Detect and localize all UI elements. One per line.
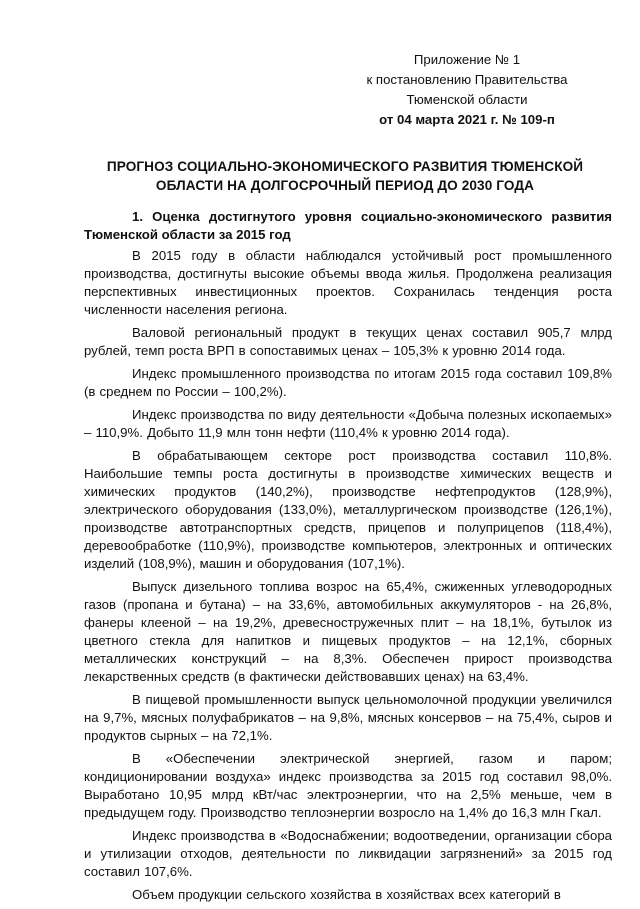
- document-body: [84, 208, 612, 909]
- paragraph: В «Обеспечении электрической энергией, газом и паром; кондиционировании воздуха» индекс производства за 2015 год составил 98,0%. Выработано 10,95 млрд кВт/час электроэнергии, что на 2,5% меньше, чем в предыдущем году. Производство теплоэнергии возросло на 1,4% до 16,3 млн Гкал.: [84, 751, 612, 820]
- paragraph: В пищевой промышленности выпуск цельномолочной продукции увеличился на 9,7%, мясных полуфабрикатов – на 9,8%, мясных консервов – на 75,4%, сыров и продуктов сырных – на 72,1%.: [84, 692, 612, 743]
- attachment-number: Приложение № 1: [413, 52, 521, 67]
- attachment-date: от 04 марта 2021 г. № 109-п: [379, 112, 555, 127]
- attachment-header: [352, 50, 582, 130]
- document-title-line: ОБЛАСТИ НА ДОЛГОСРОЧНЫЙ ПЕРИОД ДО 2030 ГОДА: [155, 178, 535, 193]
- paragraph: Индекс промышленного производства по итогам 2015 года составил 109,8% (в среднем по России – 100,2%).: [84, 366, 612, 399]
- paragraph: Индекс производства в «Водоснабжении; водоотведении, организации сбора и утилизации отходов, деятельности по ликвидации загрязнений» за 2015 год составил 107,6%.: [84, 828, 612, 879]
- section-heading: 1. Оценка достигнутого уровня социально-экономического развития Тюменской области за 2015 год: [84, 209, 612, 242]
- paragraph: В обрабатывающем секторе рост производства составил 110,8%. Наибольшие темпы роста достигнуты в производстве химических веществ и химических продуктов (140,2%), производстве нефтепродуктов (128,9%), электрического оборудования (133,0%), металлургическом производстве (126,1%), производстве автотранспортных средств, прицепов и полуприцепов (118,4%), деревообработке (110,9%), производстве компьютеров, электронных и оптических изделий (108,9%), машин и оборудования (107,1%).: [84, 448, 612, 571]
- paragraph: В 2015 году в области наблюдался устойчивый рост промышленного производства, достигнуты высокие объемы ввода жилья. Продолжена реализация перспективных инвестиционных проектов. Сохранилась тенденция роста численности населения региона.: [84, 248, 612, 317]
- attachment-reference: к постановлению Правительства: [366, 72, 568, 87]
- paragraph: Выпуск дизельного топлива возрос на 65,4%, сжиженных углеводородных газов (пропана и бутана) – на 33,6%, автомобильных аккумуляторов - на 26,8%, фанеры клееной – на 19,2%, древесностружечных плит – на 18,1%, бутылок из цветного стекла для напитков и пищевых продуктов – на 12,1%, сборных металлических конструкций – на 8,3%. Обеспечен прирост производства лекарственных средств (в фактически действовавших ценах) на 63,4%.: [84, 579, 612, 684]
- attachment-region: Тюменской области: [406, 92, 528, 107]
- document-title: [80, 157, 610, 195]
- paragraph: Валовой региональный продукт в текущих ценах составил 905,7 млрд рублей, темп роста ВРП в сопоставимых ценах – 105,3% к уровню 2014 года.: [84, 325, 612, 358]
- paragraph: Индекс производства по виду деятельности «Добыча полезных ископаемых» – 110,9%. Добыто 11,9 млн тонн нефти (110,4% к уровню 2014 года).: [84, 407, 612, 440]
- document-title-line: ПРОГНОЗ СОЦИАЛЬНО-ЭКОНОМИЧЕСКОГО РАЗВИТИЯ ТЮМЕНСКОЙ: [106, 159, 584, 174]
- paragraph: Объем продукции сельского хозяйства в хозяйствах всех категорий в: [132, 887, 561, 902]
